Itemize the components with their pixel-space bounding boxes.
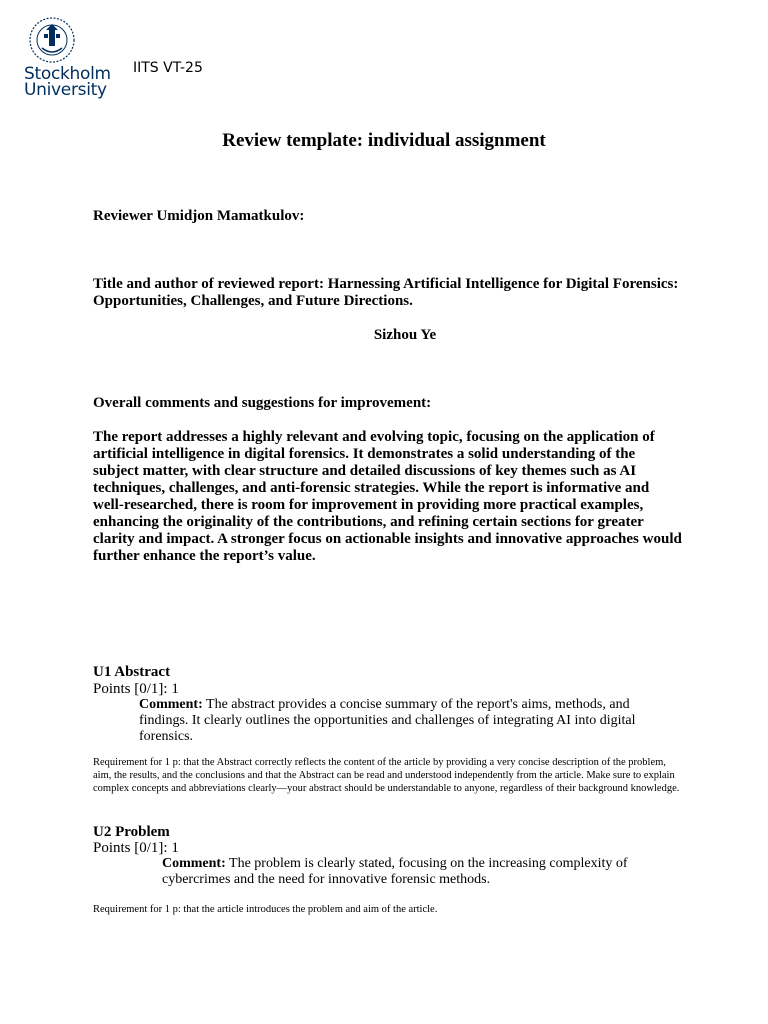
comment-label: Comment: <box>139 697 203 712</box>
comment-text: The abstract provides a concise summary of the report's aims, methods, and findings. It clearly outlines the opportunities and challenges of integrating AI into digital forensics. <box>139 697 636 744</box>
course-code: IITS VT-25 <box>133 60 203 76</box>
report-author: Sizhou Ye <box>373 327 437 343</box>
overall-body: The report addresses a highly relevant and evolving topic, focusing on the application of artificial intelligence in digital forensics. It demonstrates a solid understanding of the subject matter, with clear structure and detailed discussions of key themes such as AI techniques, challenges, and anti-forensic strategies. While the report is informative and well-researched, there is room for improvement in providing more practical examples, enhancing the originality of the contributions, and refining certain sections for greater clarity and impact. A stronger focus on actionable insights and innovative approaches would further enhance the report’s value. <box>93 429 682 564</box>
section-requirement-u2: Requirement for 1 p: that the article introduces the problem and aim of the article. <box>93 904 438 915</box>
section-requirement-u1: Requirement for 1 p: that the Abstract correctly reflects the content of the article by providing a very concise description of the problem, aim, the results, and the conclusions and that the Abstract can be read and understood independently from the article. Make sure to explain complex concepts and abbreviations clearly—your abstract should be understandable to anyone, regardless of their background knowledge. <box>93 757 680 794</box>
comment-label: Comment: <box>162 856 226 871</box>
comment-text: The problem is clearly stated, focusing on the increasing complexity of cybercrimes and the need for innovative forensic methods. <box>162 856 628 887</box>
page-title: Review template: individual assignment <box>222 130 546 151</box>
section-points-u1: Points [0/1]: 1 <box>93 681 179 697</box>
section-comment-u1 <box>139 697 649 745</box>
section-heading-u1: U1 Abstract <box>93 664 171 680</box>
university-logo <box>22 16 114 102</box>
section-points-u2: Points [0/1]: 1 <box>93 840 179 856</box>
report-title: Title and author of reviewed report: Harnessing Artificial Intelligence for Digital Forensics: Opportunities, Challenges, and Future Directions. <box>93 276 679 309</box>
logo-word-stockholm: Stockholm <box>24 64 111 84</box>
logo-word-university: University <box>24 80 107 100</box>
section-heading-u2: U2 Problem <box>93 824 170 840</box>
university-seal-icon <box>22 16 82 66</box>
overall-heading: Overall comments and suggestions for improvement: <box>93 395 432 411</box>
reviewer-name: Reviewer Umidjon Mamatkulov: <box>93 208 305 224</box>
section-comment-u2 <box>162 856 662 888</box>
